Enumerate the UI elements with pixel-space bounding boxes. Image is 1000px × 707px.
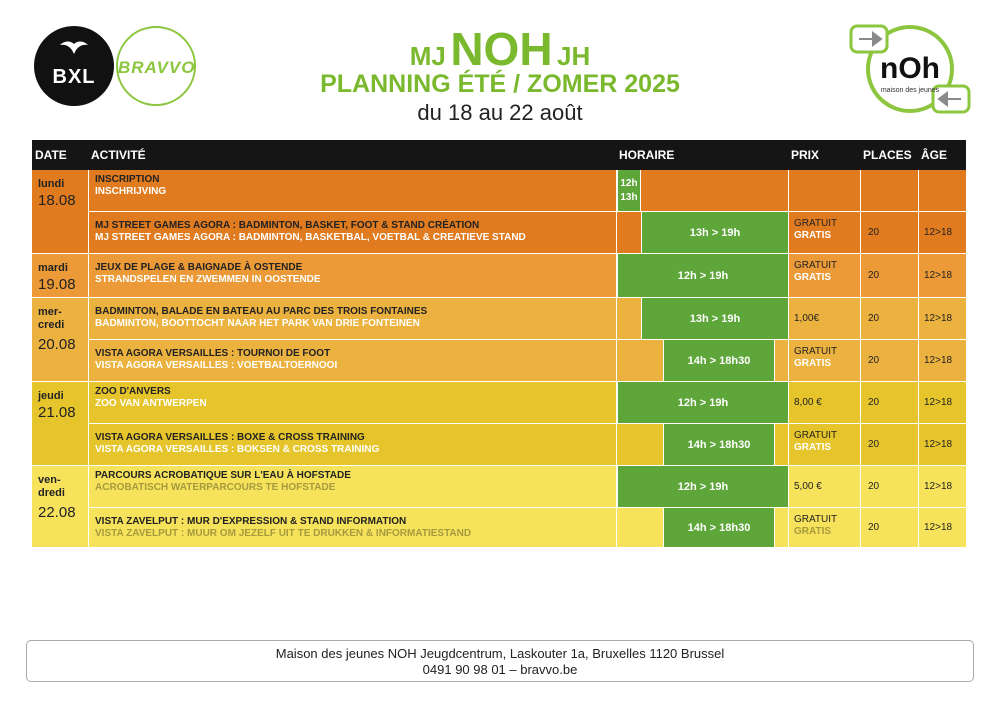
brand-noh: NOH: [450, 23, 553, 75]
price-nl: GRATIS: [794, 442, 832, 453]
bxl-logo: [34, 26, 114, 106]
activity-fr: JEUX DE PLAGE & BAIGNADE À OSTENDE: [95, 262, 303, 273]
day-label: jeudi: [38, 390, 64, 402]
price-fr: GRATUIT: [794, 260, 838, 271]
brand-jh: JH: [557, 41, 591, 71]
activity-nl: ZOO VAN ANTWERPEN: [95, 398, 207, 409]
price-cell: [788, 254, 860, 298]
price-cell: [788, 170, 860, 212]
table-header: [32, 140, 966, 170]
price-cell: [788, 212, 860, 254]
table-row: [32, 466, 966, 508]
col-activity: ACTIVITÉ: [91, 148, 146, 162]
schedule-bar: 12h 13h: [617, 170, 641, 211]
table-row: [32, 170, 966, 212]
schedule-cell: [616, 170, 788, 212]
places-cell: 20: [860, 340, 918, 382]
footer-address: Maison des jeunes NOH Jeugdcentrum, Laskouter 1a, Bruxelles 1120 Brussel: [275, 646, 725, 661]
price-cell: [788, 298, 860, 340]
day-date: 22.08: [38, 504, 76, 521]
schedule-cell: [616, 382, 788, 424]
price-nl: GRATIS: [794, 230, 832, 241]
schedule-cell: [616, 466, 788, 508]
schedule-bar: 14h > 18h30: [663, 340, 775, 381]
activity-cell: [88, 298, 616, 340]
activity-fr: VISTA ZAVELPUT : MUR D'EXPRESSION & STAND INFORMATION: [95, 516, 407, 527]
activity-fr: ZOO D'ANVERS: [95, 386, 171, 397]
age-cell: 12>18: [918, 212, 966, 254]
schedule-bar: 12h > 19h: [617, 254, 789, 297]
schedule-bar: 14h > 18h30: [663, 508, 775, 547]
day-label: lundi: [38, 178, 65, 190]
day-date: 20.08: [38, 336, 76, 353]
schedule-cell: [616, 254, 788, 298]
activity-fr: PARCOURS ACROBATIQUE SUR L'EAU À HOFSTADE: [95, 470, 351, 481]
places-cell: 20: [860, 466, 918, 508]
schedule-bar: 12h > 19h: [617, 382, 789, 423]
places-cell: 20: [860, 508, 918, 548]
activity-nl: MJ STREET GAMES AGORA : BADMINTON, BASKETBAL, VOETBAL & CREATIEVE STAND: [95, 232, 526, 243]
price-fr: GRATUIT: [794, 430, 838, 441]
schedule-bar: 13h > 19h: [641, 298, 789, 339]
day-label: mer- credi: [38, 306, 65, 331]
activity-cell: [88, 170, 616, 212]
bxl-logo-text: BXL: [52, 66, 96, 88]
age-cell: 12>18: [918, 466, 966, 508]
activity-fr: BADMINTON, BALADE EN BATEAU AU PARC DES TROIS FONTAINES: [95, 306, 428, 317]
date-range: du 18 au 22 août: [417, 100, 583, 125]
col-price: PRIX: [791, 148, 820, 162]
col-schedule: HORAIRE: [619, 148, 675, 162]
activity-fr: VISTA AGORA VERSAILLES : BOXE & CROSS TRAINING: [95, 432, 365, 443]
price-cell: [788, 340, 860, 382]
age-cell: 12>18: [918, 340, 966, 382]
table-row: [32, 340, 966, 382]
activity-nl: BADMINTON, BOOTTOCHT NAAR HET PARK VAN DRIE FONTEINEN: [95, 318, 420, 329]
table-row: [32, 212, 966, 254]
activity-nl: VISTA AGORA VERSAILLES : BOKSEN & CROSS TRAINING: [95, 444, 380, 455]
price-nl: GRATIS: [794, 358, 832, 369]
schedule-cell: [616, 424, 788, 466]
day-label: mardi: [38, 262, 68, 274]
activity-cell: [88, 254, 616, 298]
page-title: PLANNING ÉTÉ / ZOMER 2025: [320, 70, 680, 98]
activity-cell: [88, 508, 616, 548]
price-cell: [788, 424, 860, 466]
activity-nl: ACROBATISCH WATERPARCOURS TE HOFSTADE: [95, 482, 336, 493]
col-age: ÂGE: [921, 148, 948, 162]
price-nl: GRATIS: [794, 526, 832, 537]
price-fr: GRATUIT: [794, 514, 838, 525]
activity-cell: [88, 382, 616, 424]
activity-nl: VISTA ZAVELPUT : MUUR OM JEZELF UIT TE DRUKKEN & INFORMATIESTAND: [95, 528, 472, 539]
noh-logo: [845, 14, 975, 124]
price-cell: [788, 382, 860, 424]
price-nl: GRATIS: [794, 272, 832, 283]
schedule-cell: [616, 508, 788, 548]
schedule-cell: [616, 298, 788, 340]
activity-cell: [88, 424, 616, 466]
age-cell: 12>18: [918, 254, 966, 298]
brand-heading: [260, 22, 740, 76]
places-cell: 20: [860, 212, 918, 254]
age-cell: 12>18: [918, 382, 966, 424]
places-cell: [860, 170, 918, 212]
places-cell: 20: [860, 424, 918, 466]
price-cell: [788, 508, 860, 548]
price-fr: 5,00 €: [794, 480, 822, 492]
noh-logo-subtext: maison des jeunes: [880, 87, 940, 94]
col-date: DATE: [35, 148, 67, 162]
places-cell: 20: [860, 298, 918, 340]
bird-icon: [60, 40, 88, 54]
footer-contact: [26, 640, 974, 682]
activity-nl: INSCHRIJVING: [95, 186, 167, 197]
age-cell: [918, 170, 966, 212]
table-row: [32, 254, 966, 298]
col-places: PLACES: [863, 148, 912, 162]
table-row: [32, 424, 966, 466]
table-row: [32, 508, 966, 548]
price-fr: 1,00€: [794, 312, 820, 324]
bravvo-logo-text: BRAVVO: [118, 58, 196, 77]
schedule-bar: 14h > 18h30: [663, 424, 775, 465]
places-cell: 20: [860, 382, 918, 424]
activity-fr: VISTA AGORA VERSAILLES : TOURNOI DE FOOT: [95, 348, 331, 359]
activity-fr: INSCRIPTION: [95, 174, 160, 185]
schedule-cell: [616, 212, 788, 254]
table-row: [32, 298, 966, 340]
price-cell: [788, 466, 860, 508]
planning-table: [32, 140, 966, 539]
day-date: 21.08: [38, 404, 76, 421]
schedule-cell: [616, 340, 788, 382]
schedule-bar: 12h > 19h: [617, 466, 789, 507]
brand-mj: MJ: [409, 41, 446, 71]
activity-cell: [88, 212, 616, 254]
day-label: ven- dredi: [38, 474, 65, 499]
noh-logo-text: nOh: [880, 52, 940, 85]
places-cell: 20: [860, 254, 918, 298]
activity-cell: [88, 340, 616, 382]
price-fr: 8,00 €: [794, 396, 822, 408]
activity-nl: VISTA AGORA VERSAILLES : VOETBALTOERNOOI: [95, 360, 338, 371]
activity-fr: MJ STREET GAMES AGORA : BADMINTON, BASKET, FOOT & STAND CRÉATION: [95, 220, 480, 231]
age-cell: 12>18: [918, 298, 966, 340]
day-date: 19.08: [38, 276, 76, 293]
price-fr: GRATUIT: [794, 218, 838, 229]
day-date: 18.08: [38, 192, 76, 209]
price-fr: GRATUIT: [794, 346, 838, 357]
table-row: [32, 382, 966, 424]
bravvo-logo: [116, 26, 196, 106]
schedule-bar: 13h > 19h: [641, 212, 789, 253]
activity-nl: STRANDSPELEN EN ZWEMMEN IN OOSTENDE: [95, 274, 321, 285]
age-cell: 12>18: [918, 424, 966, 466]
age-cell: 12>18: [918, 508, 966, 548]
footer-phone-web: 0491 90 98 01 – bravvo.be: [422, 662, 578, 677]
activity-cell: [88, 466, 616, 508]
